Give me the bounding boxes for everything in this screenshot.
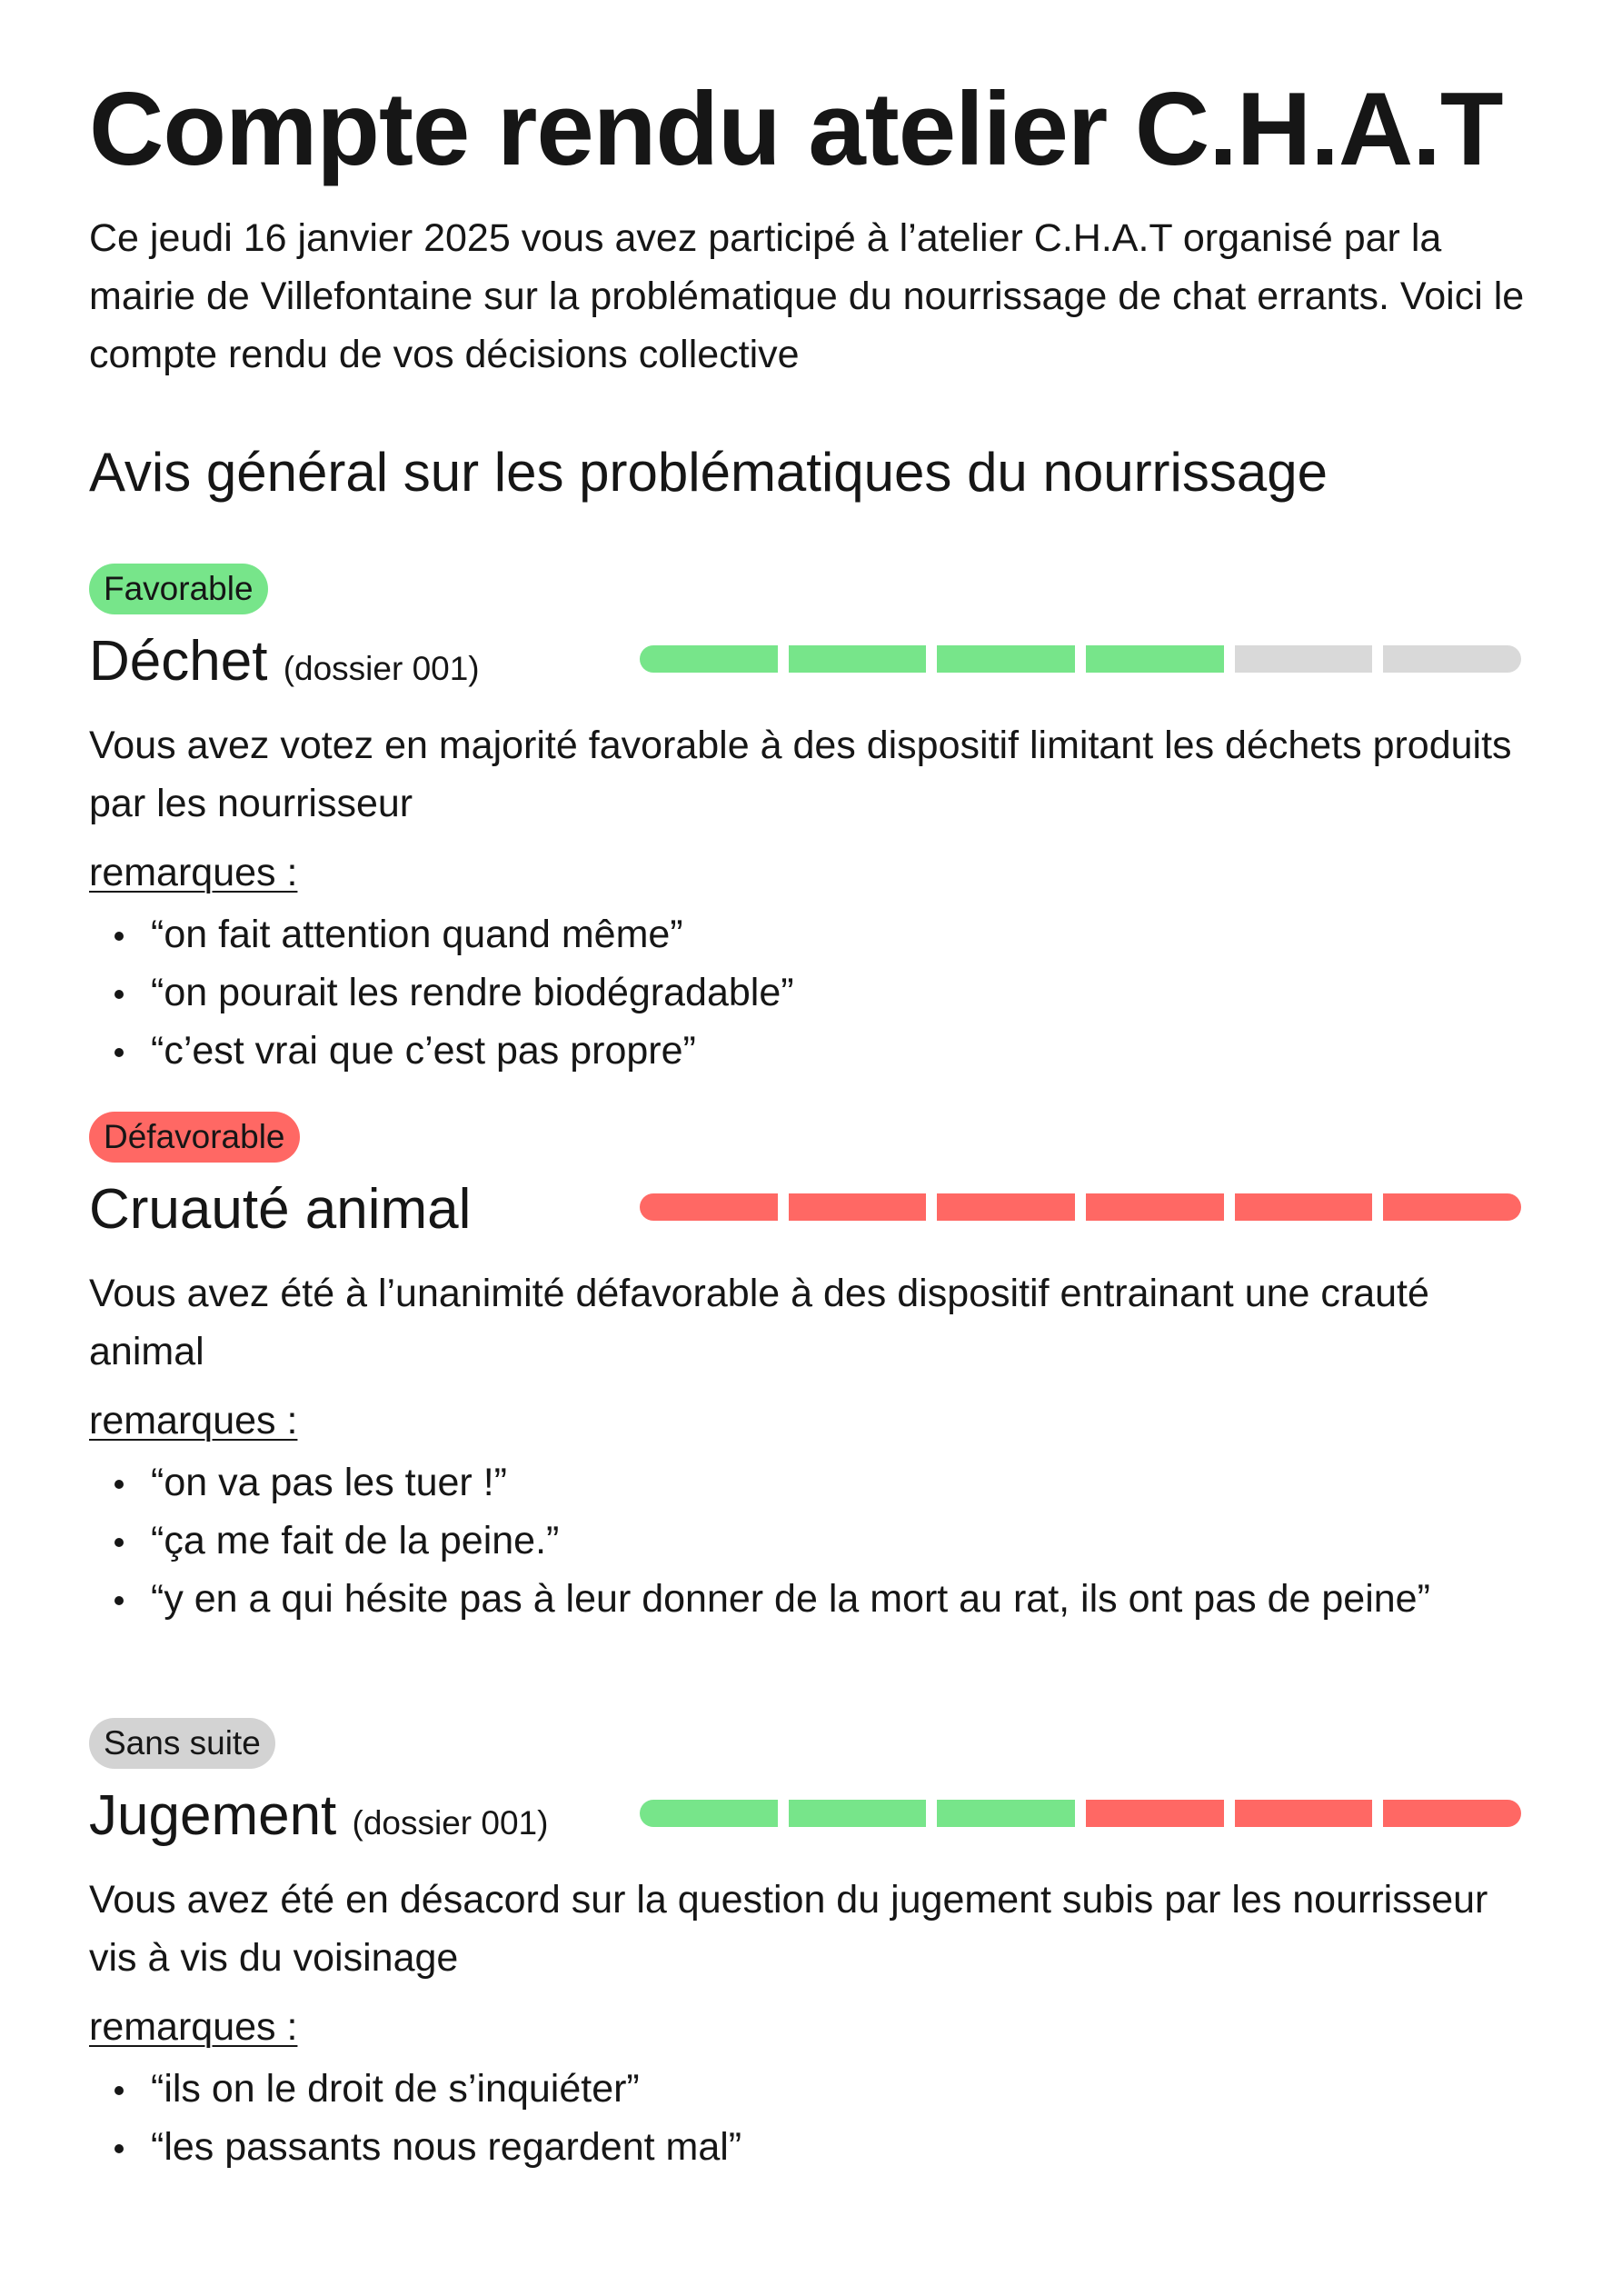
vote-segment-favorable — [937, 645, 1075, 673]
vote-segment-defavorable — [789, 1193, 927, 1221]
topic-description: Vous avez été à l’unanimité défavorable à des dispositif entrainant une crauté animal — [89, 1272, 1429, 1373]
remarks-label: remarques : — [89, 2005, 298, 2049]
topic-title — [89, 625, 480, 705]
dossier-label: (dossier 001) — [283, 650, 480, 687]
vote-segment-none — [1383, 645, 1521, 673]
remarks-list — [89, 1453, 1605, 1628]
topic-name: Cruauté animal — [89, 1178, 472, 1241]
vote-segment-defavorable — [1383, 1193, 1521, 1221]
remarks-list — [89, 2060, 1605, 2176]
vote-bar — [640, 645, 1521, 673]
vote-segment-defavorable — [1235, 1193, 1373, 1221]
remark-item: “les passants nous regardent mal” — [151, 2118, 1605, 2176]
vote-segment-defavorable — [1086, 1193, 1224, 1221]
vote-segment-defavorable — [1086, 1800, 1224, 1827]
vote-segment-favorable — [640, 645, 778, 673]
remark-item: “y en a qui hésite pas à leur donner de la mort au rat, ils ont pas de peine” — [151, 1570, 1605, 1628]
topic-name: Jugement — [89, 1784, 337, 1847]
status-badge: Défavorable — [89, 1112, 300, 1163]
vote-segment-none — [1235, 645, 1373, 673]
status-badge: Sans suite — [89, 1718, 275, 1769]
vote-segment-defavorable — [1383, 1800, 1521, 1827]
vote-segment-favorable — [1086, 645, 1224, 673]
topic-section-dechet — [89, 564, 1543, 1073]
vote-bar — [640, 1800, 1521, 1827]
vote-segment-favorable — [937, 1800, 1075, 1827]
remark-item: “ça me fait de la peine.” — [151, 1512, 1605, 1570]
vote-segment-favorable — [789, 645, 927, 673]
vote-segment-defavorable — [640, 1193, 778, 1221]
intro-paragraph: Ce jeudi 16 janvier 2025 vous avez participé à l’atelier C.H.A.T organisé par la mairie de Villefontaine sur la problématique du nourrissage de chat errants. Voici le compte rendu de vos décisions collective — [89, 216, 1525, 376]
topic-section-cruaute — [89, 1112, 1543, 1621]
status-badge: Favorable — [89, 564, 268, 614]
remark-item: “on va pas les tuer !” — [151, 1453, 1605, 1512]
dossier-label: (dossier 001) — [352, 1804, 549, 1842]
remark-item: “on pourait les rendre biodégradable” — [151, 963, 1605, 1022]
vote-segment-defavorable — [1235, 1800, 1373, 1827]
vote-segment-defavorable — [937, 1193, 1075, 1221]
remark-item: “on fait attention quand même” — [151, 905, 1605, 963]
topic-title — [89, 1173, 471, 1246]
remarks-list — [89, 905, 1605, 1080]
topic-name: Déchet — [89, 630, 268, 693]
vote-bar — [640, 1193, 1521, 1221]
section-heading: Avis général sur les problématiques du nourrissage — [89, 442, 1328, 503]
remarks-label: remarques : — [89, 851, 298, 894]
page-title: Compte rendu atelier C.H.A.T — [89, 72, 1503, 187]
vote-segment-favorable — [789, 1800, 927, 1827]
topic-section-jugement — [89, 1718, 1543, 2227]
vote-segment-favorable — [640, 1800, 778, 1827]
topic-description: Vous avez votez en majorité favorable à des dispositif limitant les déchets produits par les nourrisseur — [89, 724, 1512, 825]
remarks-label: remarques : — [89, 1399, 298, 1442]
topic-description: Vous avez été en désacord sur la question du jugement subis par les nourrisseur vis à vis du voisinage — [89, 1878, 1488, 1980]
remark-item: “ils on le droit de s’inquiéter” — [151, 2060, 1605, 2118]
topic-title — [89, 1780, 548, 1860]
remark-item: “c’est vrai que c’est pas propre” — [151, 1022, 1605, 1080]
